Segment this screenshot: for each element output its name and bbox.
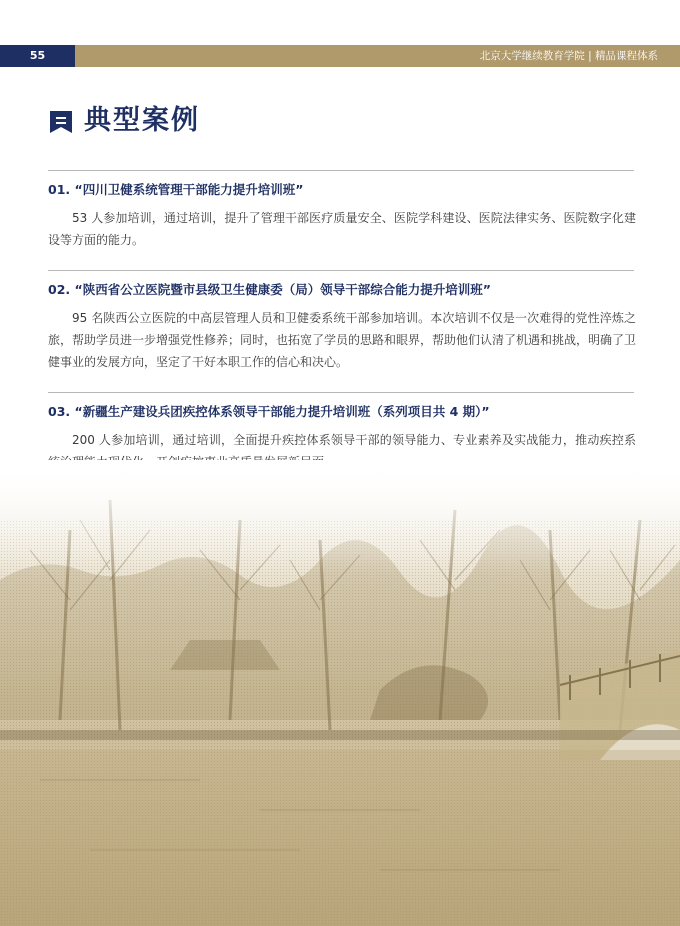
campus-lake-photo: [0, 460, 680, 926]
header-band: [75, 45, 680, 67]
running-title: 北京大学继续教育学院 | 精品课程体系: [479, 50, 658, 62]
divider: [48, 392, 634, 393]
case-body: 53 人参加培训，通过培训，提升了管理干部医疗质量安全、医院学科建设、医院法律实务、医院数字化建设等方面的能力。: [48, 211, 636, 247]
section-number-icon: [48, 109, 74, 135]
page-number: 55: [0, 45, 75, 67]
case-title: 01. “四川卫健系统管理干部能力提升培训班”: [48, 182, 304, 197]
running-header: [0, 45, 680, 67]
divider: [48, 170, 634, 171]
case-body: 95 名陕西公立医院的中高层管理人员和卫健委系统干部参加培训。本次培训不仅是一次难得的党性淬炼之旅，帮助学员进一步增强党性修养；同时，也拓宽了学员的思路和眼界，帮助他们认清了机遇和挑战，明确了卫健事业的发展方向，坚定了干好本职工作的信心和决心。: [48, 311, 637, 369]
page-title: 典型案例: [84, 105, 200, 136]
case-title: 02. “陕西省公立医院暨市县级卫生健康委（局）领导干部综合能力提升培训班”: [48, 282, 491, 297]
case-body: 200 人参加培训，通过培训，全面提升疾控体系领导干部的领导能力、专业素养及实战能力，推动疾控系: [72, 433, 636, 447]
divider: [48, 270, 634, 271]
case-title: 03. “新疆生产建设兵团疾控体系领导干部能力提升培训班（系列项目共 4 期）”: [48, 404, 490, 419]
